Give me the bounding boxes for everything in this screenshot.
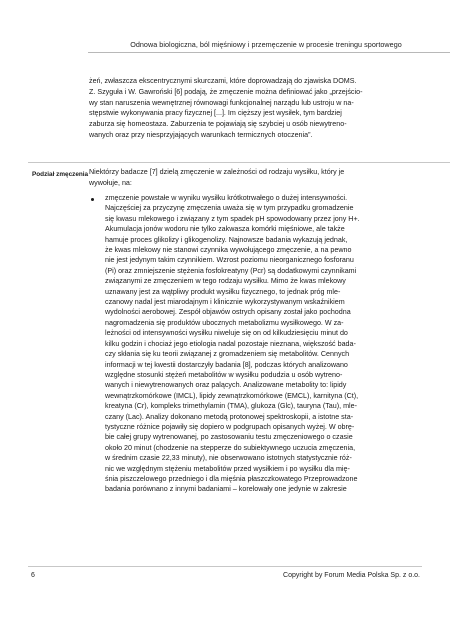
text-line: leżności od intensywności wysiłku niweluje się on od kilkudziesięciu minut do bbox=[105, 329, 348, 338]
copyright-notice: Copyright by Forum Media Polska Sp. z o.o. bbox=[283, 572, 420, 579]
text-line: Akumulacja jonów wodoru nie tylko zakwasza komórki mięśniowe, ale także bbox=[105, 225, 345, 234]
text-line: się kwasu mlekowego i związany z tym spadek pH spowodowany przez jony H+. bbox=[105, 214, 360, 223]
text-line: wy stan naruszenia wewnętrznej równowagi funkcjonalnej narządu lub ustroju w na- bbox=[89, 98, 354, 107]
text-line: żeń, zwłaszcza ekscentrycznymi skurczami, które doprowadzają do zjawiska DOMS. bbox=[89, 77, 357, 85]
text-line: związanymi ze zmęczeniem w tego rodzaju wysiłku. Mimo że kwas mlekowy bbox=[105, 277, 346, 286]
text-line: nagromadzenia się produktów ubocznych metabolizmu wysiłkowego. W za- bbox=[105, 318, 344, 327]
text-line: nie jest jedynym takim czynnikiem. Wzrost poziomu nieorganicznego fosforanu bbox=[105, 256, 354, 265]
text-line: wewnątrzkomórkowe (IMCL), lipidy zewnątrzkomórkowe (EMCL), karnityna (Ct), bbox=[105, 391, 359, 400]
section-side-label: Podział zmęczenia bbox=[32, 171, 89, 178]
text-line: stępstwie wykonywania pracy fizycznej [...]. Im cięższy jest wysiłek, tym bardziej bbox=[89, 109, 342, 118]
intro-paragraph bbox=[89, 76, 428, 141]
text-line: czanowy nadal jest miarodajnym i klinicznie wykorzystywanym wskaźnikiem bbox=[105, 298, 345, 307]
text-line: zaburza się homeostaza. Zaburzenia te pojawiają się szybciej u osób niewytreno- bbox=[89, 120, 347, 128]
text-line: kreatyna (Cr), kompleks trimethylamin (TMA), glukoza (Glc), tauryna (Tau), mle- bbox=[105, 402, 357, 411]
text-line: badania porównano z innymi badaniami – korelowały one jedynie w zakresie bbox=[105, 485, 347, 494]
text-line: hamuje proces glikolizy i glikogenolizy. Najnowsze badania wykazują jednak, bbox=[105, 235, 348, 244]
page-number: 6 bbox=[31, 572, 35, 579]
text-line: kilku godzin i chociaż jego etiologia nadal pozostaje nieznana, większość bada- bbox=[105, 339, 356, 348]
text-line: zmęczenie powstałe w wyniku wysiłku krótkotrwałego o dużej intensywności. bbox=[105, 194, 348, 202]
text-line: (Pi) oraz zmniejszenie stężenia fosfokreatyny (Pcr) są dodatkowymi czynnikami bbox=[105, 266, 357, 275]
bullet-paragraph bbox=[105, 193, 428, 495]
text-line: Z. Szyguła i W. Gawroński [6] podają, że zmęczenie można definiować jako „przejścio- bbox=[89, 87, 363, 96]
running-header: Odnowa biologiczna, ból mięśniowy i przemęczenie w procesie treningu sportowego bbox=[130, 40, 402, 49]
bullet-marker bbox=[91, 198, 94, 201]
text-line: bie całej grupy wytrenowanej, po zastosowaniu testu zmęczeniowego o czasie bbox=[105, 433, 353, 442]
text-line: uznawany jest za wątpliwy produkt wysiłku fizycznego, to jednak próg mle- bbox=[105, 287, 341, 296]
text-line: informacji w tej kwestii dostarczyły badania [8], podczas których analizowano bbox=[105, 360, 348, 369]
text-line: wydolności aerobowej. Zespół objawów ostrych opisany został jako pochodna bbox=[105, 308, 351, 317]
text-line: wanych oraz przy niesprzyjających warunkach termicznych otoczenia”. bbox=[89, 130, 313, 139]
text-line: wanych i niewytrenowanych oraz palących. Analizowane metabolity to: lipidy bbox=[105, 381, 347, 390]
text-line: około 20 minut (chodzenie na stepperze do subiektywnego uczucia zmęczenia, bbox=[105, 443, 356, 452]
text-line: śnia piszczelowego przedniego i dla mięśnia płaszczkowatego Przeprowadzone bbox=[105, 474, 358, 483]
text-line: tystyczne różnice pojawiły się dopiero w podgrupach opisanych wyżej. W obrę- bbox=[105, 422, 355, 431]
section-lead-paragraph bbox=[89, 167, 428, 189]
text-line: że kwas mlekowy nie stanowi czynnika wywołującego zmęczenie, a na pewno bbox=[105, 246, 352, 255]
header-divider bbox=[88, 52, 450, 53]
text-line: czy skłania się ku teorii związanej z gromadzeniem się metabolitów. Cennych bbox=[105, 350, 350, 359]
text-line: Najczęściej za przyczynę zmęczenia uważa się w tym przypadku gromadzenie bbox=[105, 204, 354, 213]
text-line: nic we względnym stężeniu metabolitów przed wysiłkiem i po wysiłku dla mię- bbox=[105, 464, 350, 473]
text-line: wywołuje, na: bbox=[89, 178, 132, 187]
text-line: czany (Lac). Analizy dokonano metodą protonowej spektroskopii, a istotne sta- bbox=[105, 412, 354, 421]
text-line: Niektórzy badacze [7] dzielą zmęczenie w zależności od rodzaju wysiłku, który je bbox=[89, 168, 345, 176]
text-line: względne stosunki stężeń metabolitów w wysiłku podudzia u osób wytreno- bbox=[105, 370, 343, 379]
section-divider bbox=[28, 162, 450, 163]
text-line: w średnim czasie 22,33 minuty), nie obserwowano istotnych statystycznie róż- bbox=[105, 454, 352, 463]
footer-divider bbox=[28, 566, 422, 567]
